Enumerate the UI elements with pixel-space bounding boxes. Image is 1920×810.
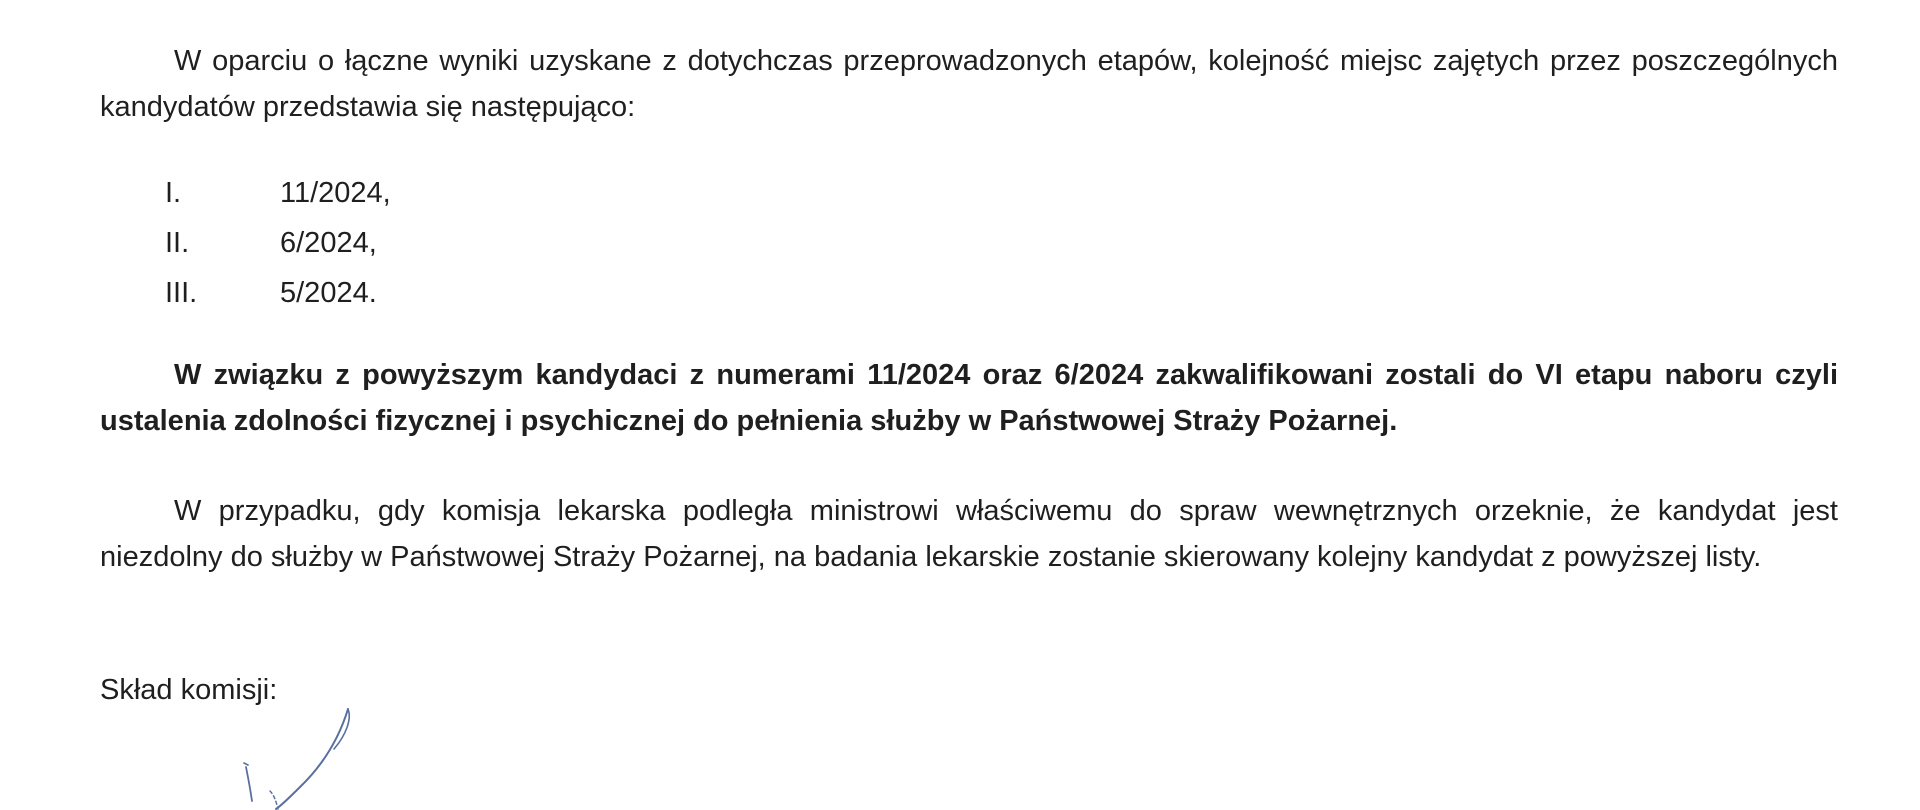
list-item: [165, 223, 391, 273]
ranking-numeral: I.: [165, 177, 182, 209]
list-item: [165, 173, 391, 223]
list-item: [165, 273, 391, 323]
ranking-numeral: II.: [165, 227, 190, 259]
ranking-numeral: III.: [165, 277, 198, 309]
intro-paragraph: W oparciu o łączne wyniki uzyskane z dotychczas przeprowadzonych etapów, kolejność miejsc zajętych przez poszczególnych kandydatów przedstawia się następująco:: [100, 45, 1838, 123]
signature-icon: [230, 705, 370, 810]
qualification-paragraph: W związku z powyższym kandydaci z numerami 11/2024 oraz 6/2024 zakwalifikowani zostali do VI etapu naboru czyli ustalenia zdolności fizycznej i psychicznej do pełnienia służby w Państwowej Straży Pożarnej.: [100, 359, 1838, 437]
ranking-list: [165, 173, 391, 323]
ranking-candidate: 5/2024.: [280, 277, 377, 309]
ranking-candidate: 6/2024,: [280, 227, 377, 259]
medical-paragraph: W przypadku, gdy komisja lekarska podległa ministrowi właściwemu do spraw wewnętrznych orzeknie, że kandydat jest niezdolny do służby w Państwowej Straży Pożarnej, na badania lekarskie zostanie skierowany kolejny kandydat z powyższej listy.: [100, 495, 1838, 573]
ranking-candidate: 11/2024,: [280, 177, 391, 209]
committee-label: Skład komisji:: [100, 674, 278, 706]
